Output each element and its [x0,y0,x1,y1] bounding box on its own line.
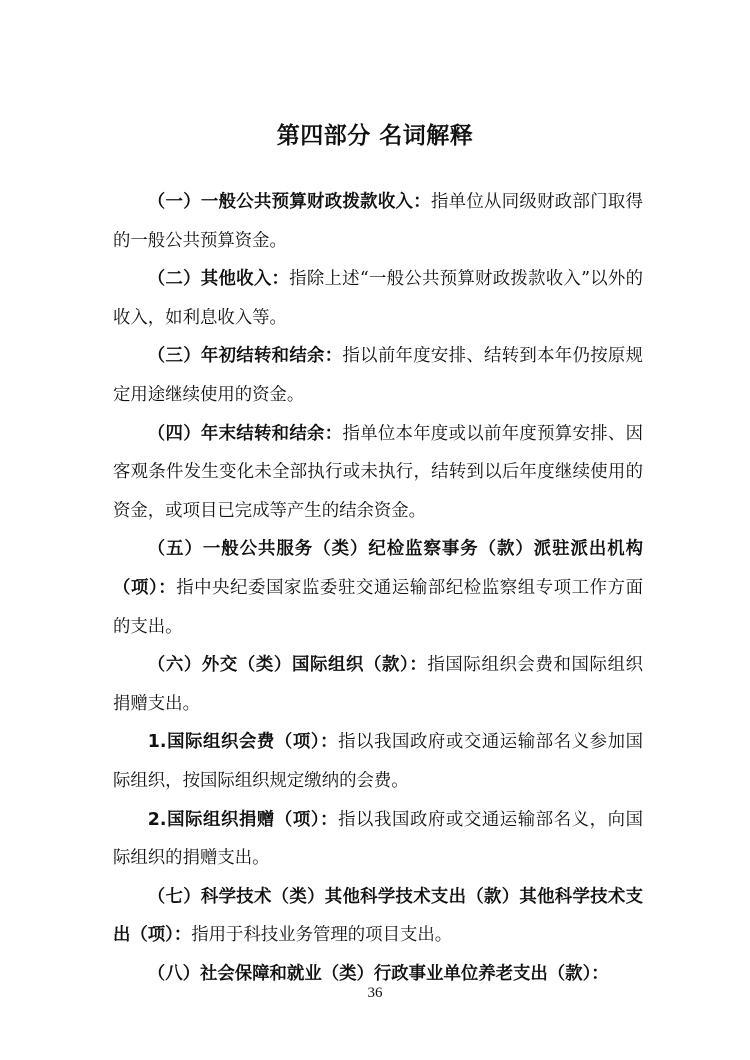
definition-text: 指以我国政府或交通运输部名义，向国际组织的捐赠支出。 [113,809,643,869]
definition-term: （四）年末结转和结余： [147,423,343,444]
definition-term: （一）一般公共预算财政拨款收入： [147,192,431,212]
definition-text: 指除上述“一般公共预算财政拨款收入”以外的收入，如利息收入等。 [113,269,643,328]
definition-paragraph [113,260,643,337]
definition-text: 指中央纪委国家监委驻交通运输部纪检监察组专项工作方面的支出。 [113,577,643,637]
definition-term: （二）其他收入： [147,269,290,290]
definition-paragraph [113,801,643,878]
definition-paragraph [113,337,643,414]
definition-term: （五）一般公共服务（类）纪检监察事务（款）派驻派出机构（项）： [113,539,643,598]
definition-text: 指以我国政府或交通运输部名义参加国际组织，按国际组织规定缴纳的会费。 [113,732,643,791]
definition-paragraph [113,183,643,260]
definition-term: （三）年初结转和结余： [147,346,343,367]
definition-paragraph [113,415,643,531]
page-title: 第四部分 名词解释 [276,123,474,149]
definition-term: （八）社会保障和就业（类）行政事业单位养老支出（款）： [147,963,609,984]
definition-paragraph [113,723,643,800]
document-body [113,183,643,993]
definition-text: 指以前年度安排、结转到本年仍按原规定用途继续使用的资金。 [113,346,643,405]
definition-paragraph [113,530,643,646]
definition-term: 2.国际组织捐赠（项）： [147,809,339,830]
definition-term: （六）外交（类）国际组织（款）： [147,655,428,676]
page-number: 36 [367,985,383,1001]
definition-text: 指国际组织会费和国际组织捐赠支出。 [113,655,643,714]
definition-text: 指用于科技业务管理的项目支出。 [191,925,453,946]
definition-term: 1.国际组织会费（项）： [147,732,339,753]
definition-text: 指单位本年度或以前年度预算安排、因客观条件发生变化未全部执行或未执行，结转到以后年度继续使用的资金，或项目已完成等产生的结余资金。 [113,423,643,521]
definition-term: （七）科学技术（类）其他科学技术支出（款）其他科学技术支出（项）： [113,886,643,946]
definition-paragraph [113,646,643,723]
definition-paragraph [113,878,643,955]
definition-text: 指单位从同级财政部门取得的一般公共预算资金。 [113,192,643,251]
